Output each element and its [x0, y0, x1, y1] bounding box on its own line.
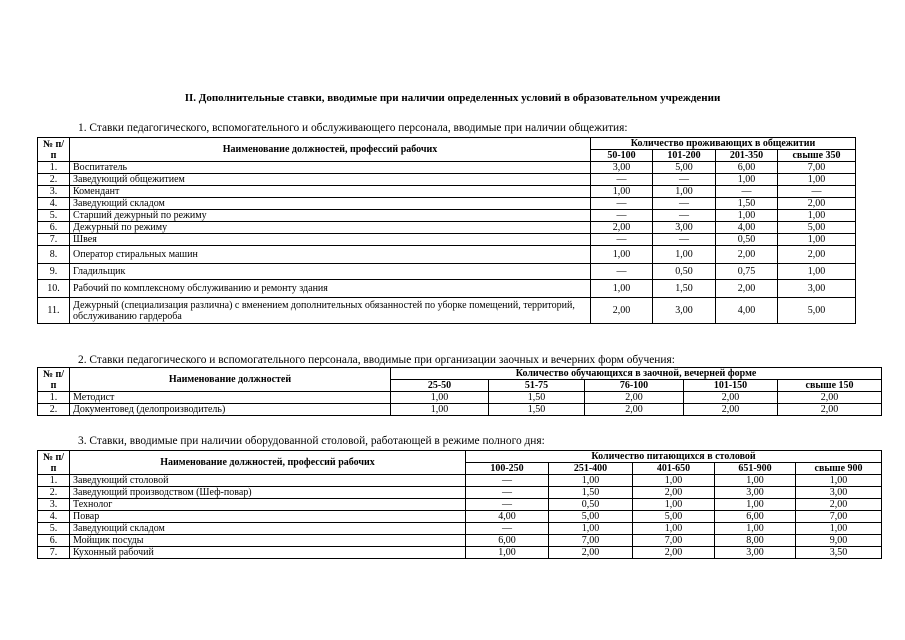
position-name: Заведующий складом — [70, 198, 591, 210]
position-name: Дежурный (специализация различна) с вменением дополнительных обязанностей по уборке помещений, территорий, обслуживанию гардероба — [70, 298, 591, 324]
table-row — [38, 392, 882, 404]
position-name: Технолог — [70, 499, 466, 511]
rate-value: 1,00 — [549, 475, 633, 487]
rate-value: 5,00 — [653, 162, 716, 174]
position-name: Воспитатель — [70, 162, 591, 174]
rate-value: 4,00 — [716, 298, 778, 324]
table-row — [38, 523, 882, 535]
position-name: Оператор стиральных машин — [70, 246, 591, 264]
rate-value: 1,00 — [466, 547, 549, 559]
rate-value: — — [591, 264, 653, 280]
position-name: Заведующий производством (Шеф-повар) — [70, 487, 466, 499]
rate-value: 2,00 — [716, 280, 778, 298]
row-number: 4. — [38, 511, 70, 523]
rate-value: 7,00 — [778, 162, 856, 174]
rate-value: — — [466, 487, 549, 499]
subcol-header: 201-350 — [716, 150, 778, 162]
row-number: 6. — [38, 535, 70, 547]
row-number: 1. — [38, 475, 70, 487]
col-number-header: № п/п — [38, 138, 70, 162]
rate-value: 4,00 — [466, 511, 549, 523]
rate-value: 6,00 — [715, 511, 796, 523]
rate-value: 2,00 — [591, 222, 653, 234]
rate-value: 1,50 — [489, 392, 585, 404]
rate-value: — — [716, 186, 778, 198]
rate-value: 7,00 — [796, 511, 882, 523]
rate-value: 2,00 — [716, 246, 778, 264]
subcol-header: 101-200 — [653, 150, 716, 162]
subcol-header: 50-100 — [591, 150, 653, 162]
table-row — [38, 404, 882, 416]
rate-value: 1,00 — [549, 523, 633, 535]
row-number: 2. — [38, 404, 70, 416]
group-header: Количество питающихся в столовой — [466, 451, 882, 463]
table-row — [38, 222, 856, 234]
rate-value: — — [653, 198, 716, 210]
subcol-header: 51-75 — [489, 380, 585, 392]
rate-value: 2,00 — [591, 298, 653, 324]
subcol-header: 100-250 — [466, 463, 549, 475]
row-number: 5. — [38, 523, 70, 535]
rate-value: 0,50 — [716, 234, 778, 246]
rate-value: 7,00 — [549, 535, 633, 547]
rate-value: 1,00 — [391, 404, 489, 416]
rate-value: — — [653, 210, 716, 222]
table-row — [38, 547, 882, 559]
subcol-header: свыше 350 — [778, 150, 856, 162]
row-number: 3. — [38, 499, 70, 511]
rate-value: 1,00 — [715, 475, 796, 487]
section3-table — [37, 450, 882, 559]
row-number: 4. — [38, 198, 70, 210]
rate-value: 1,00 — [653, 186, 716, 198]
rate-value: 2,00 — [778, 198, 856, 210]
section2-table — [37, 367, 882, 416]
rate-value: 1,00 — [715, 523, 796, 535]
subcol-header: 651-900 — [715, 463, 796, 475]
rate-value: 2,00 — [778, 392, 882, 404]
subcol-header: 251-400 — [549, 463, 633, 475]
row-number: 11. — [38, 298, 70, 324]
subcol-header: свыше 150 — [778, 380, 882, 392]
group-header: Количество проживающих в общежитии — [591, 138, 856, 150]
row-number: 8. — [38, 246, 70, 264]
rate-value: 1,00 — [391, 392, 489, 404]
rate-value: 9,00 — [796, 535, 882, 547]
rate-value: 1,00 — [591, 246, 653, 264]
rate-value: 1,00 — [796, 475, 882, 487]
rate-value: 1,50 — [549, 487, 633, 499]
rate-value: 1,00 — [778, 210, 856, 222]
rate-value: 4,00 — [716, 222, 778, 234]
rate-value: 2,00 — [778, 246, 856, 264]
position-name: Рабочий по комплексному обслуживанию и ремонту здания — [70, 280, 591, 298]
row-number: 9. — [38, 264, 70, 280]
rate-value: 1,00 — [778, 234, 856, 246]
col-number-header: № п/п — [38, 368, 70, 392]
position-name: Старший дежурный по режиму — [70, 210, 591, 222]
group-header: Количество обучающихся в заочной, вечерней форме — [391, 368, 882, 380]
rate-value: 2,00 — [684, 392, 778, 404]
rate-value: 2,00 — [585, 392, 684, 404]
rate-value: 3,00 — [653, 298, 716, 324]
position-name: Документовед (делопроизводитель) — [70, 404, 391, 416]
table-row — [38, 186, 856, 198]
rate-value: 3,00 — [715, 487, 796, 499]
row-number: 1. — [38, 392, 70, 404]
rate-value: — — [591, 234, 653, 246]
position-name: Дежурный по режиму — [70, 222, 591, 234]
rate-value: — — [466, 475, 549, 487]
col-name-header: Наименование должностей — [70, 368, 391, 392]
rate-value: 6,00 — [716, 162, 778, 174]
rate-value: 1,50 — [716, 198, 778, 210]
rate-value: 1,00 — [591, 280, 653, 298]
row-number: 2. — [38, 174, 70, 186]
table-row — [38, 210, 856, 222]
col-name-header: Наименование должностей, профессий рабочих — [70, 138, 591, 162]
table-row — [38, 174, 856, 186]
row-number: 6. — [38, 222, 70, 234]
row-number: 3. — [38, 186, 70, 198]
rate-value: 7,00 — [633, 535, 715, 547]
position-name: Комендант — [70, 186, 591, 198]
rate-value: — — [466, 499, 549, 511]
rate-value: — — [466, 523, 549, 535]
rate-value: 1,00 — [715, 499, 796, 511]
rate-value: 1,00 — [633, 523, 715, 535]
rate-value: 3,00 — [715, 547, 796, 559]
rate-value: 2,00 — [549, 547, 633, 559]
rate-value: 3,00 — [778, 280, 856, 298]
position-name: Заведующий столовой — [70, 475, 466, 487]
rate-value: 5,00 — [778, 298, 856, 324]
table-row — [38, 475, 882, 487]
rate-value: 2,00 — [585, 404, 684, 416]
position-name: Швея — [70, 234, 591, 246]
rate-value: 3,00 — [796, 487, 882, 499]
table-row — [38, 234, 856, 246]
rate-value: — — [591, 174, 653, 186]
subcol-header: 101-150 — [684, 380, 778, 392]
rate-value: — — [591, 198, 653, 210]
position-name: Кухонный рабочий — [70, 547, 466, 559]
rate-value: 0,75 — [716, 264, 778, 280]
rate-value: 5,00 — [778, 222, 856, 234]
rate-value: 0,50 — [653, 264, 716, 280]
table-row — [38, 264, 856, 280]
subcol-header: 401-650 — [633, 463, 715, 475]
rate-value: 8,00 — [715, 535, 796, 547]
document-heading: II. Дополнительные ставки, вводимые при наличии определенных условий в образовательном учреждении — [184, 92, 721, 104]
row-number: 5. — [38, 210, 70, 222]
rate-value: 1,50 — [653, 280, 716, 298]
rate-value: — — [653, 174, 716, 186]
col-name-header: Наименование должностей, профессий рабочих — [70, 451, 466, 475]
rate-value: 1,50 — [489, 404, 585, 416]
rate-value: — — [653, 234, 716, 246]
subcol-header: 25-50 — [391, 380, 489, 392]
rate-value: 1,00 — [778, 264, 856, 280]
col-number-header: № п/п — [38, 451, 70, 475]
rate-value: 3,00 — [653, 222, 716, 234]
table-row — [38, 198, 856, 210]
table-row — [38, 511, 882, 523]
rate-value: 5,00 — [549, 511, 633, 523]
rate-value: 1,00 — [796, 523, 882, 535]
rate-value: 1,00 — [633, 499, 715, 511]
row-number: 2. — [38, 487, 70, 499]
position-name: Мойщик посуды — [70, 535, 466, 547]
rate-value: 2,00 — [778, 404, 882, 416]
table-row — [38, 487, 882, 499]
row-number: 7. — [38, 547, 70, 559]
rate-value: 2,00 — [633, 547, 715, 559]
rate-value: 1,00 — [591, 186, 653, 198]
rate-value: 1,00 — [716, 174, 778, 186]
row-number: 10. — [38, 280, 70, 298]
rate-value: 5,00 — [633, 511, 715, 523]
rate-value: — — [778, 186, 856, 198]
table-row — [38, 280, 856, 298]
position-name: Повар — [70, 511, 466, 523]
rate-value: 3,00 — [591, 162, 653, 174]
rate-value: 1,00 — [778, 174, 856, 186]
subcol-header: свыше 900 — [796, 463, 882, 475]
section1-table — [37, 137, 856, 324]
section3-caption: 3. Ставки, вводимые при наличии оборудованной столовой, работающей в режиме полного дня: — [78, 435, 545, 447]
table-row — [38, 246, 856, 264]
rate-value: 3,50 — [796, 547, 882, 559]
rate-value: 2,00 — [796, 499, 882, 511]
rate-value: 6,00 — [466, 535, 549, 547]
rate-value: 1,00 — [633, 475, 715, 487]
row-number: 7. — [38, 234, 70, 246]
table-row — [38, 298, 856, 324]
rate-value: 2,00 — [633, 487, 715, 499]
section1-caption: 1. Ставки педагогического, вспомогательного и обслуживающего персонала, вводимые при наличии общежития: — [78, 122, 628, 134]
table-row — [38, 499, 882, 511]
position-name: Гладильщик — [70, 264, 591, 280]
rate-value: 0,50 — [549, 499, 633, 511]
rate-value: — — [591, 210, 653, 222]
row-number: 1. — [38, 162, 70, 174]
section2-caption: 2. Ставки педагогического и вспомогательного персонала, вводимые при организации заочных и вечерних форм обучения: — [78, 354, 675, 366]
position-name: Заведующий общежитием — [70, 174, 591, 186]
rate-value: 1,00 — [716, 210, 778, 222]
position-name: Заведующий складом — [70, 523, 466, 535]
rate-value: 1,00 — [653, 246, 716, 264]
subcol-header: 76-100 — [585, 380, 684, 392]
table-row — [38, 535, 882, 547]
rate-value: 2,00 — [684, 404, 778, 416]
table-row — [38, 162, 856, 174]
position-name: Методист — [70, 392, 391, 404]
